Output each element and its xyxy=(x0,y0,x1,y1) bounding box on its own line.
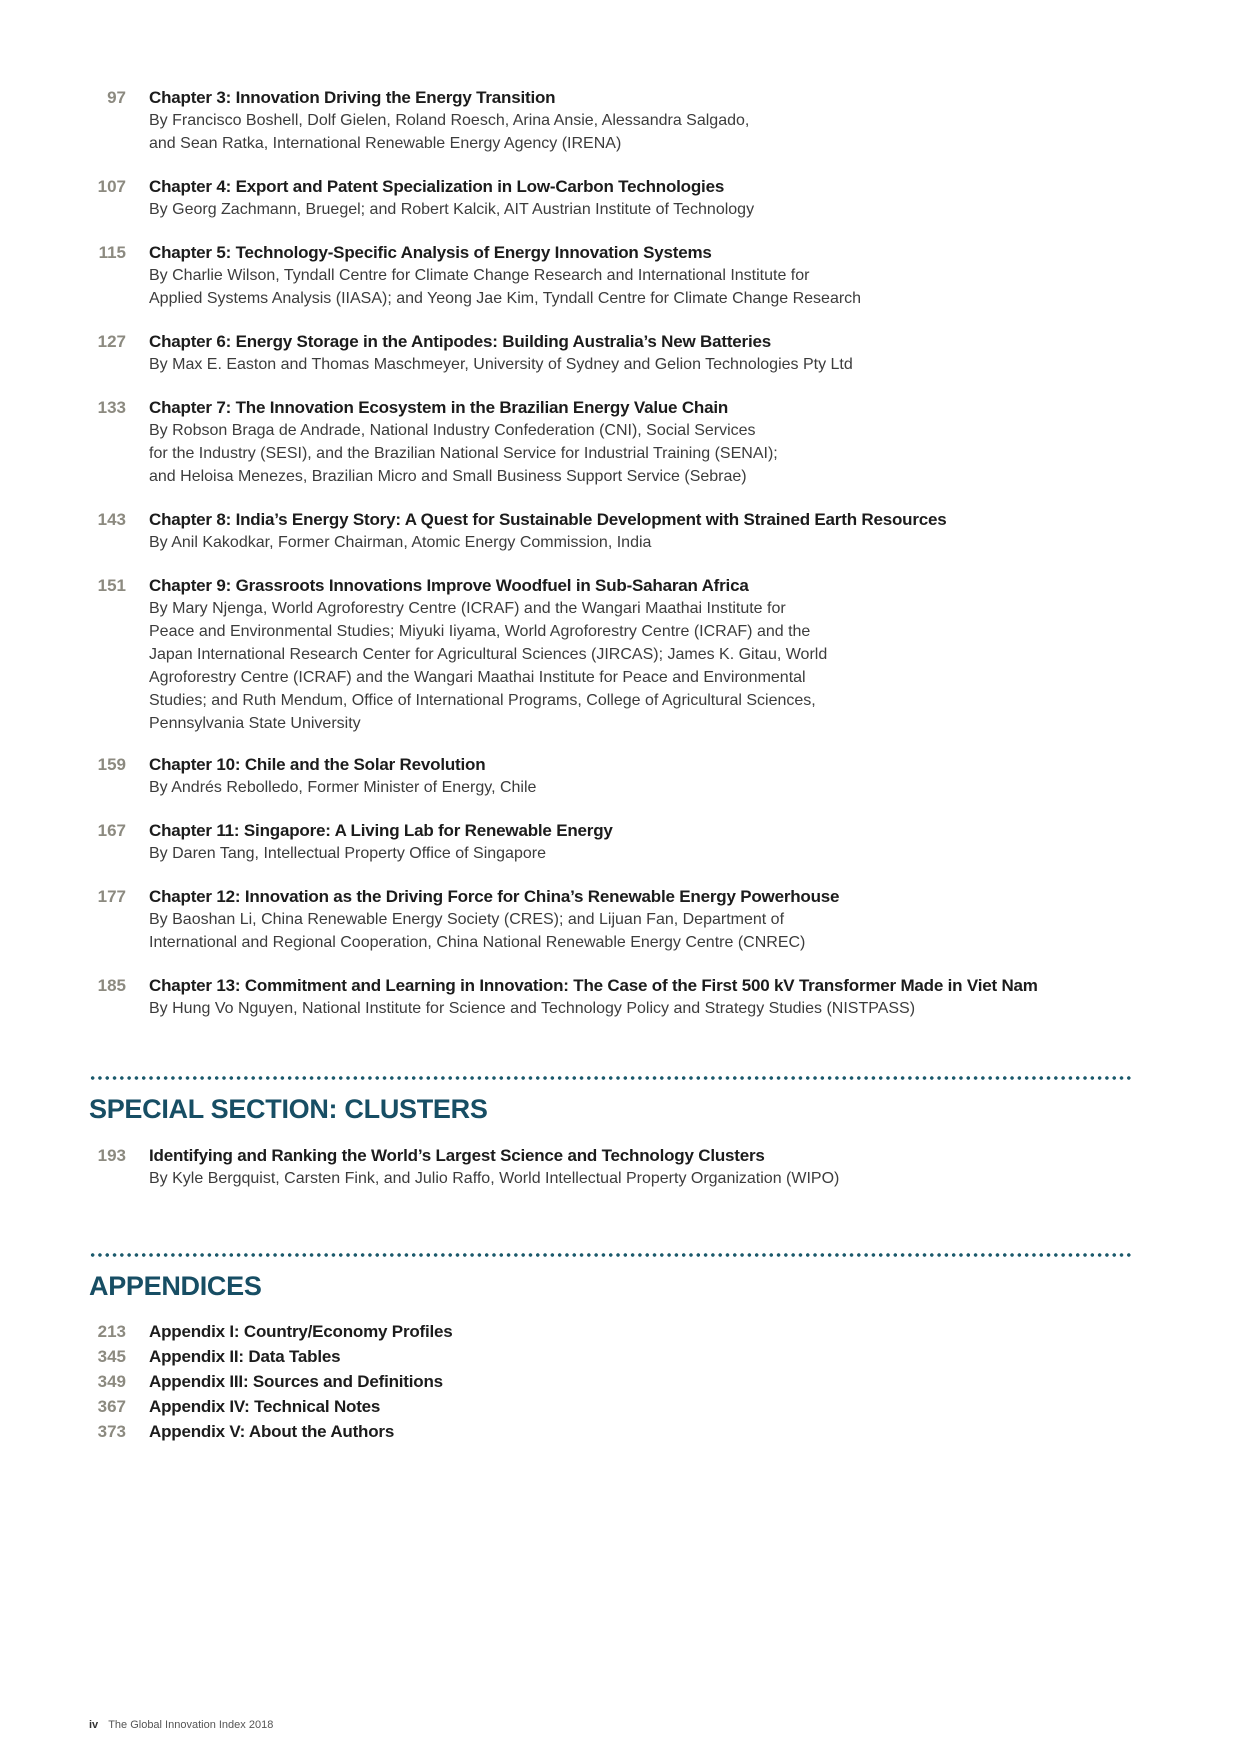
chapter-title: Chapter 13: Commitment and Learning in Innovation: The Case of the First 500 kV Transformer Made in Viet Nam xyxy=(149,976,1038,995)
folio-number: iv xyxy=(89,1719,99,1731)
author-line: Studies; and Ruth Mendum, Office of International Programs, College of Agricultural Sciences, xyxy=(149,692,816,709)
author-line: By Mary Njenga, World Agroforestry Centre (ICRAF) and the Wangari Maathai Institute for xyxy=(149,600,786,617)
page-number: 193 xyxy=(97,1146,126,1165)
page-number: 345 xyxy=(97,1347,126,1366)
page-number: 97 xyxy=(107,88,126,107)
author-line: and Sean Ratka, International Renewable Energy Agency (IRENA) xyxy=(149,135,622,152)
author-line: By Daren Tang, Intellectual Property Office of Singapore xyxy=(149,845,546,862)
appendix-title: Appendix V: About the Authors xyxy=(149,1422,395,1441)
page-number: 143 xyxy=(97,510,126,529)
page-number: 151 xyxy=(97,576,126,595)
section-heading-appendices: APPENDICES xyxy=(89,1271,262,1301)
author-line: By Kyle Bergquist, Carsten Fink, and Julio Raffo, World Intellectual Property Organization (WIPO) xyxy=(149,1170,840,1187)
author-line: and Heloisa Menezes, Brazilian Micro and Small Business Support Service (Sebrae) xyxy=(149,468,747,485)
chapter-title: Chapter 12: Innovation as the Driving Force for China’s Renewable Energy Powerhouse xyxy=(149,887,840,906)
chapter-title: Identifying and Ranking the World’s Largest Science and Technology Clusters xyxy=(149,1146,765,1165)
dotted-divider xyxy=(89,1076,1133,1080)
chapter-title: Chapter 10: Chile and the Solar Revolution xyxy=(149,755,486,774)
author-line: Peace and Environmental Studies; Miyuki Iiyama, World Agroforestry Centre (ICRAF) and the xyxy=(149,623,811,640)
author-line: Applied Systems Analysis (IIASA); and Yeong Jae Kim, Tyndall Centre for Climate Change Research xyxy=(149,290,862,307)
dotted-divider xyxy=(89,1253,1133,1257)
chapter-title: Chapter 8: India’s Energy Story: A Quest for Sustainable Development with Strained Earth Resources xyxy=(149,510,947,529)
chapter-title: Chapter 11: Singapore: A Living Lab for Renewable Energy xyxy=(149,821,613,840)
appendix-title: Appendix II: Data Tables xyxy=(149,1347,341,1366)
page-number: 213 xyxy=(97,1322,126,1341)
author-line: for the Industry (SESI), and the Brazilian National Service for Industrial Training (SENAI); xyxy=(149,445,778,462)
chapter-title: Chapter 6: Energy Storage in the Antipodes: Building Australia’s New Batteries xyxy=(149,332,772,351)
chapter-title: Chapter 5: Technology-Specific Analysis of Energy Innovation Systems xyxy=(149,243,712,262)
page-footer xyxy=(89,1719,273,1731)
author-line: By Anil Kakodkar, Former Chairman, Atomic Energy Commission, India xyxy=(149,534,652,551)
author-line: By Max E. Easton and Thomas Maschmeyer, University of Sydney and Gelion Technologies Pty Ltd xyxy=(149,356,853,373)
page-number: 133 xyxy=(97,398,126,417)
appendix-title: Appendix IV: Technical Notes xyxy=(149,1397,381,1416)
toc-entry-appendix-1[interactable] xyxy=(0,1321,1241,1343)
page-number: 127 xyxy=(97,332,126,351)
author-line: Pennsylvania State University xyxy=(149,715,361,732)
page-number: 177 xyxy=(97,887,126,906)
author-line: Japan International Research Center for Agricultural Sciences (JIRCAS); James K. Gitau, World xyxy=(149,646,828,663)
chapter-title: Chapter 4: Export and Patent Specialization in Low-Carbon Technologies xyxy=(149,177,725,196)
author-line: Agroforestry Centre (ICRAF) and the Wangari Maathai Institute for Peace and Environmental xyxy=(149,669,806,686)
section-heading-clusters: SPECIAL SECTION: CLUSTERS xyxy=(89,1094,488,1124)
page-number: 349 xyxy=(97,1372,126,1391)
appendix-title: Appendix I: Country/Economy Profiles xyxy=(149,1322,453,1341)
author-line: By Hung Vo Nguyen, National Institute for Science and Technology Policy and Strategy Studies (NISTPASS) xyxy=(149,1000,916,1017)
author-line: International and Regional Cooperation, China National Renewable Energy Centre (CNREC) xyxy=(149,934,806,951)
toc-entry-appendix-5[interactable] xyxy=(0,1421,1241,1443)
chapter-title: Chapter 3: Innovation Driving the Energy Transition xyxy=(149,88,556,107)
author-line: By Baoshan Li, China Renewable Energy Society (CRES); and Lijuan Fan, Department of xyxy=(149,911,785,928)
page-number: 373 xyxy=(97,1422,126,1441)
author-line: By Georg Zachmann, Bruegel; and Robert Kalcik, AIT Austrian Institute of Technology xyxy=(149,201,755,218)
page-number: 107 xyxy=(97,177,126,196)
author-line: By Andrés Rebolledo, Former Minister of Energy, Chile xyxy=(149,779,537,796)
chapter-title: Chapter 7: The Innovation Ecosystem in the Brazilian Energy Value Chain xyxy=(149,398,729,417)
toc-entry-appendix-4[interactable] xyxy=(0,1396,1241,1418)
page-number: 167 xyxy=(97,821,126,840)
chapter-title: Chapter 9: Grassroots Innovations Improve Woodfuel in Sub-Saharan Africa xyxy=(149,576,749,595)
page-number: 185 xyxy=(97,976,126,995)
page-number: 367 xyxy=(97,1397,126,1416)
author-line: By Charlie Wilson, Tyndall Centre for Climate Change Research and International Institute for xyxy=(149,267,810,284)
page-number: 115 xyxy=(98,243,126,262)
toc-entry-appendix-2[interactable] xyxy=(0,1346,1241,1368)
toc-entry-appendix-3[interactable] xyxy=(0,1371,1241,1393)
appendix-title: Appendix III: Sources and Definitions xyxy=(149,1372,443,1391)
author-line: By Francisco Boshell, Dolf Gielen, Roland Roesch, Arina Ansie, Alessandra Salgado, xyxy=(149,112,750,129)
author-line: By Robson Braga de Andrade, National Industry Confederation (CNI), Social Services xyxy=(149,422,756,439)
page-number: 159 xyxy=(97,755,126,774)
publication-title: The Global Innovation Index 2018 xyxy=(108,1719,274,1731)
